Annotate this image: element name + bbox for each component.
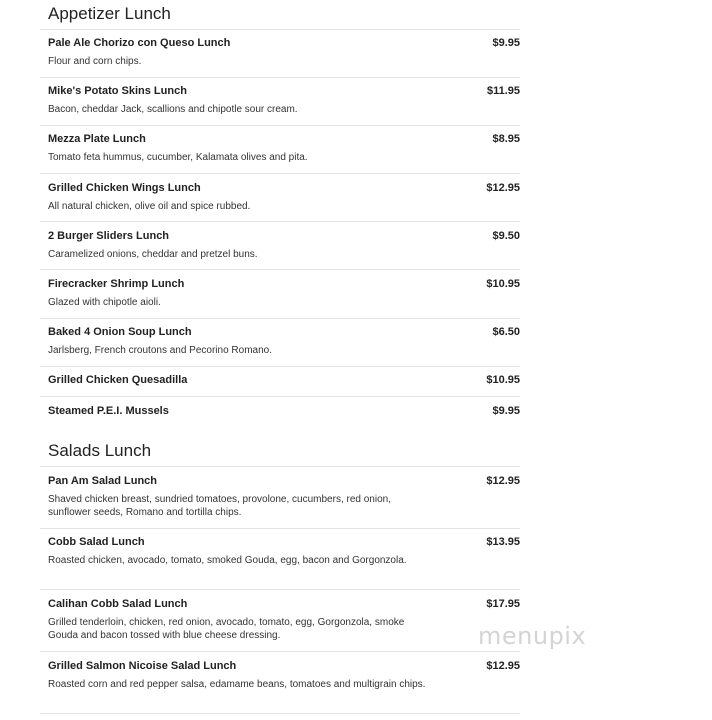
section-title-appetizer-lunch: Appetizer Lunch xyxy=(48,4,171,23)
item-price: $12.95 xyxy=(486,660,520,672)
item-name: Baked 4 Onion Soup Lunch xyxy=(48,326,192,338)
item-price: $11.95 xyxy=(486,85,520,97)
item-name: 2 Burger Sliders Lunch xyxy=(48,230,170,242)
item-price: $6.50 xyxy=(492,326,520,338)
item-name: Firecracker Shrimp Lunch xyxy=(48,278,185,290)
item-price: $10.95 xyxy=(486,278,520,290)
item-name: Grilled Chicken Wings Lunch xyxy=(48,182,201,194)
divider xyxy=(40,528,520,529)
divider xyxy=(40,221,520,222)
item-price: $9.50 xyxy=(492,230,520,242)
item-name: Pan Am Salad Lunch xyxy=(48,475,158,487)
item-description: Bacon, cheddar Jack, scallions and chipotle sour cream. xyxy=(48,104,298,115)
item-description: Grilled tenderloin, chicken, red onion, avocado, tomato, egg, Gorgonzola, smoke Gouda and bacon tossed with blue cheese dressing. xyxy=(48,617,405,641)
divider xyxy=(40,77,520,78)
item-price: $9.95 xyxy=(492,405,520,417)
item-description: All natural chicken, olive oil and spice rubbed. xyxy=(48,201,251,212)
item-price: $10.95 xyxy=(486,374,520,386)
divider xyxy=(40,396,520,397)
divider xyxy=(40,713,520,714)
watermark-logo: menupix xyxy=(478,622,587,650)
item-description: Flour and corn chips. xyxy=(48,56,142,67)
item-name: Steamed P.E.I. Mussels xyxy=(48,405,169,417)
item-price: $12.95 xyxy=(486,475,520,487)
item-price: $12.95 xyxy=(486,182,520,194)
item-description: Roasted chicken, avocado, tomato, smoked Gouda, egg, bacon and Gorgonzola. xyxy=(48,555,407,566)
divider xyxy=(40,651,520,652)
item-name: Mezza Plate Lunch xyxy=(48,133,146,145)
item-description: Glazed with chipotle aioli. xyxy=(48,297,161,308)
divider xyxy=(40,318,520,319)
item-description: Tomato feta hummus, cucumber, Kalamata olives and pita. xyxy=(48,152,308,163)
divider xyxy=(40,589,520,590)
item-price: $13.95 xyxy=(486,536,520,548)
item-name: Mike's Potato Skins Lunch xyxy=(48,85,187,97)
item-description: Shaved chicken breast, sundried tomatoes, provolone, cucumbers, red onion, sunflower seeds, Romano and tortilla chips. xyxy=(48,494,391,518)
item-price: $8.95 xyxy=(492,133,520,145)
divider xyxy=(40,29,520,30)
item-name: Cobb Salad Lunch xyxy=(48,536,145,548)
item-price: $17.95 xyxy=(486,598,520,610)
item-description: Caramelized onions, cheddar and pretzel buns. xyxy=(48,249,258,260)
section-title-salads-lunch: Salads Lunch xyxy=(48,441,152,460)
item-description: Jarlsberg, French croutons and Pecorino Romano. xyxy=(48,345,273,356)
item-name: Calihan Cobb Salad Lunch xyxy=(48,598,188,610)
divider xyxy=(40,173,520,174)
item-name: Grilled Salmon Nicoise Salad Lunch xyxy=(48,660,237,672)
item-name: Pale Ale Chorizo con Queso Lunch xyxy=(48,37,231,49)
divider xyxy=(40,269,520,270)
divider xyxy=(40,366,520,367)
item-name: Grilled Chicken Quesadilla xyxy=(48,374,188,386)
divider xyxy=(40,125,520,126)
divider xyxy=(40,466,520,467)
item-price: $9.95 xyxy=(492,37,520,49)
item-description: Roasted corn and red pepper salsa, edamame beans, tomatoes and multigrain chips. xyxy=(48,679,426,690)
